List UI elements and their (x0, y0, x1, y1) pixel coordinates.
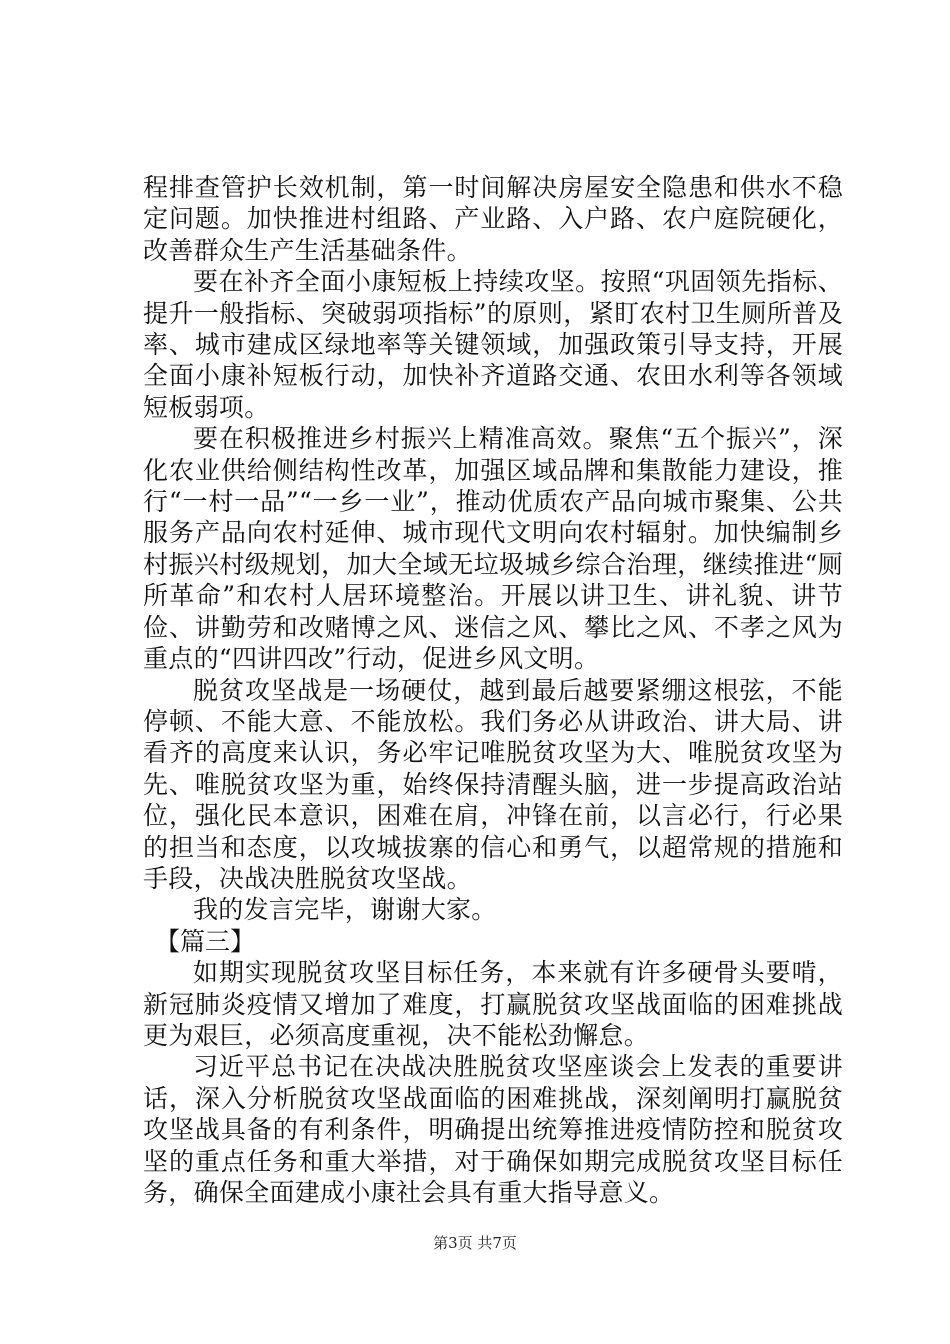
paragraph-continued: 程排查管护长效机制，第一时间解决房屋安全隐患和供水不稳定问题。加快推进村组路、产业路、入户路、农户庭院硬化，改善群众生产生活基础条件。 (143, 173, 843, 265)
paragraph-speech-significance: 习近平总书记在决战决胜脱贫攻坚座谈会上发表的重要讲话，深入分析脱贫攻坚战面临的困难挑战，深刻阐明打赢脱贫攻坚战具备的有利条件，明确提出统筹推进疫情防控和脱贫攻坚的重点任务和重大举措，对于确保如期完成脱贫攻坚目标任务，确保全面建成小康社会具有重大指导意义。 (143, 1052, 843, 1207)
paragraph-section-intro: 如期实现脱贫攻坚目标任务，本来就有许多硬骨头要啃，新冠肺炎疫情又增加了难度，打赢脱贫攻坚战面临的困难挑战更为艰巨，必须高度重视，决不能松劲懈怠。 (143, 958, 843, 1050)
page-number-footer: 第3页 共7页 (433, 1234, 517, 1252)
paragraph-poverty-battle: 脱贫攻坚战是一场硬仗，越到最后越要紧绷这根弦，不能停顿、不能大意、不能放松。我们务必从讲政治、讲大局、讲看齐的高度来认识，务必牢记唯脱贫攻坚为大、唯脱贫攻坚为先、唯脱贫攻坚为重，始终保持清醒头脑，进一步提高政治站位，强化民本意识，困难在肩，冲锋在前，以言必行，行必果的担当和态度，以攻城拔寨的信心和勇气，以超常规的措施和手段，决战决胜脱贫攻坚战。 (143, 675, 843, 893)
paragraph-closing-remark: 我的发言完毕，谢谢大家。 (193, 895, 497, 925)
section-heading: 【篇三】 (155, 926, 256, 956)
paragraph-rural-revitalization: 要在积极推进乡村振兴上精准高效。聚焦“五个振兴”，深化农业供给侧结构性改革，加强区域品牌和集散能力建设，推行“一村一品”“一乡一业”，推动优质农产品向城市聚集、公共服务产品向农村延伸、城市现代文明向农村辐射。加快编制乡村振兴村级规划，加大全域无垃圾城乡综合治理，继续推进“厕所革命”和农村人居环境整治。开展以讲卫生、讲礼貌、讲节俭、讲勤劳和改赌博之风、迷信之风、攀比之风、不孝之风为重点的“四讲四改”行动，促进乡风文明。 (143, 424, 843, 674)
document-body (143, 172, 843, 1208)
paragraph-xiaokang-shortboards: 要在补齐全面小康短板上持续攻坚。按照“巩固领先指标、提升一般指标、突破弱项指标”的原则，紧盯农村卫生厕所普及率、城市建成区绿地率等关键领域，加强政策引导支持，开展全面小康补短板行动，加快补齐道路交通、农田水利等各领域短板弱项。 (143, 267, 843, 422)
